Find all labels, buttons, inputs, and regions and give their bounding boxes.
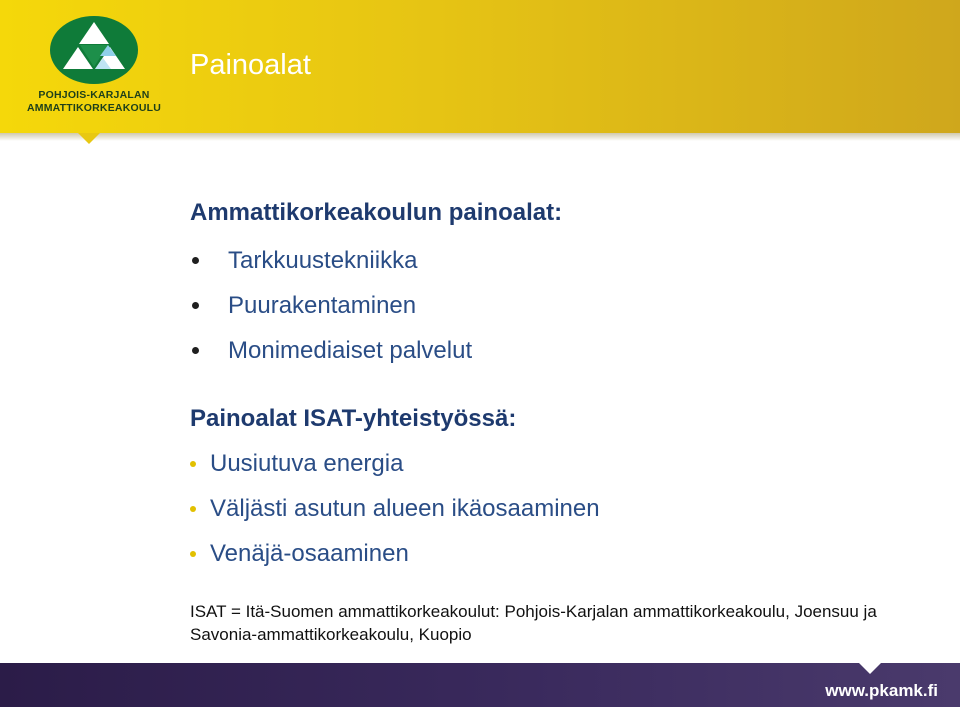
- list-item: [190, 291, 472, 336]
- list-item: [190, 449, 600, 494]
- header-shadow: [0, 133, 960, 141]
- footer-url: www.pkamk.fi: [825, 681, 938, 700]
- list-item-text: Tarkkuustekniikka: [228, 247, 418, 274]
- list-item-text: Venäjä-osaaminen: [210, 540, 409, 567]
- bullet-icon: [192, 257, 199, 264]
- logo-text-line-2: AMMATTIKORKEAKOULU: [26, 102, 162, 114]
- list-item: [190, 494, 600, 539]
- list-item-text: Väljästi asutun alueen ikäosaaminen: [210, 495, 600, 522]
- footnote: ISAT = Itä-Suomen ammattikorkeakoulut: Pohjois-Karjalan ammattikorkeakoulu, Joensuu ja Savonia-ammattikorkeakoulu, Kuopio: [190, 602, 877, 644]
- section2-list: [190, 449, 600, 584]
- header-notch: [78, 133, 100, 144]
- list-item-text: Puurakentaminen: [228, 292, 417, 319]
- list-item: [190, 246, 472, 291]
- institution-logo: [26, 14, 162, 114]
- bullet-icon: [192, 347, 199, 354]
- footer-bar: [0, 663, 960, 707]
- bullet-icon: [192, 302, 199, 309]
- section1-list: [190, 246, 472, 381]
- slide-title: Painoalat: [190, 49, 311, 81]
- list-item-text: Uusiutuva energia: [210, 450, 404, 477]
- list-item: [190, 336, 472, 381]
- list-item-text: Monimediaiset palvelut: [228, 337, 473, 364]
- bullet-icon: [190, 461, 196, 467]
- list-item: [190, 539, 600, 584]
- logo-text-line-1: POHJOIS-KARJALAN: [38, 89, 150, 101]
- bullet-icon: [190, 506, 196, 512]
- section2-heading: Painoalat ISAT-yhteistyössä:: [190, 405, 517, 432]
- bullet-icon: [190, 551, 196, 557]
- footer-notch: [859, 663, 881, 674]
- section1-heading: Ammattikorkeakoulun painoalat:: [190, 199, 563, 226]
- logo-triangle-icon: [49, 14, 139, 86]
